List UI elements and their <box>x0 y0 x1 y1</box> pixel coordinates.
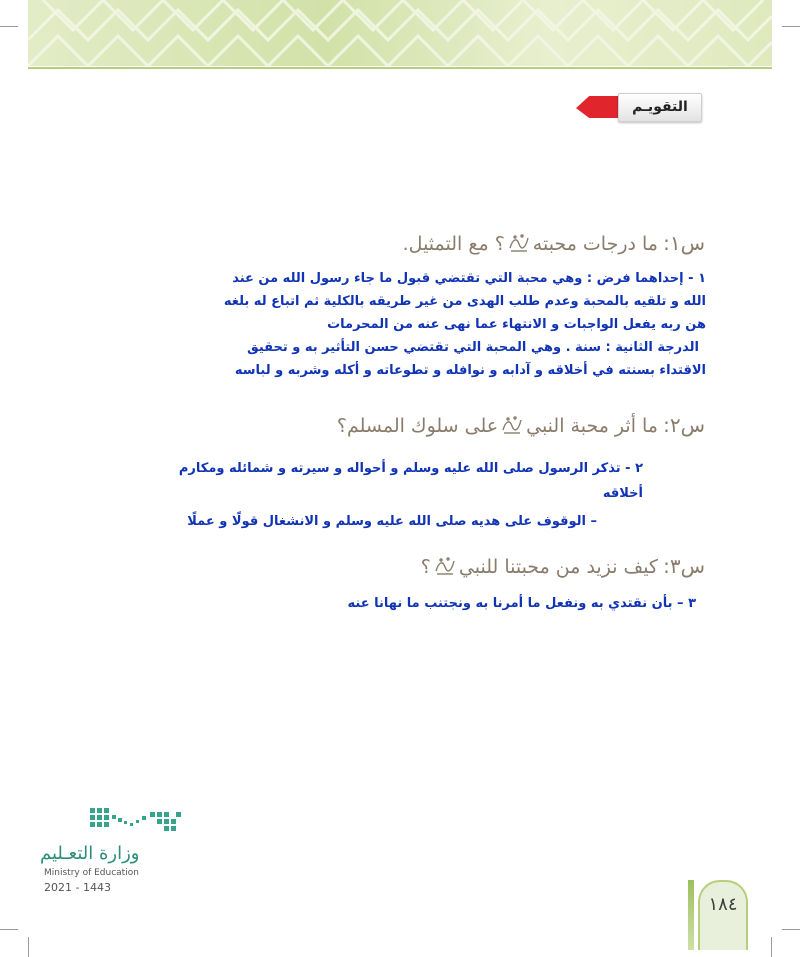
crop-mark <box>28 937 29 957</box>
answer-2-line-3: – الوقوف على هديه صلى الله عليه وسلم و الانشغال قولًا و عملًا <box>187 514 597 529</box>
ministry-logo <box>40 806 190 916</box>
crop-mark <box>771 937 772 957</box>
question-3-number: س٣: <box>663 554 705 578</box>
pbuh-calligraphy-icon <box>507 232 531 254</box>
academic-years: 2021 - 1443 <box>44 881 111 894</box>
answer-2-line-2: أخلاقه <box>602 486 643 501</box>
question-1-number: س١: <box>663 231 705 255</box>
answer-1-line-4: الدرجة الثانية : سنة . وهي المحبة التي تقتضي حسن التأثير به و تحقيق <box>247 340 699 355</box>
section-tab <box>576 93 702 122</box>
question-2-text-before: ما أثر محبة النبي <box>526 415 658 437</box>
question-3-text-before: كيف نزيد من محبتنا للنبي <box>458 556 658 578</box>
page-edge-strip <box>688 880 694 950</box>
pbuh-calligraphy-icon <box>500 414 524 436</box>
ministry-dots-emblem-icon <box>90 806 182 836</box>
answer-3-line-1: ٣ – بأن نقتدي به ونفعل ما أمرنا به ونجتنب ما نهانا عنه <box>347 596 696 611</box>
question-3-text-after: ؟ <box>420 556 431 578</box>
crop-mark <box>782 929 800 930</box>
answer-2-line-1: ٢ - تذكر الرسول صلى الله عليه وسلم و أحواله و سيرته و شمائله ومكارم <box>178 461 643 476</box>
ministry-name-arabic: وزارة التعـليم <box>40 843 140 864</box>
pbuh-calligraphy-icon <box>433 555 457 577</box>
question-2 <box>337 413 705 437</box>
answer-1-line-5: الاقتداء بسنته في أخلاقه و آدابه و نوافله و تطوعاته و أكله وشربه و لباسه <box>234 363 706 378</box>
page-number: ١٨٤ <box>708 894 738 915</box>
crop-mark <box>782 26 800 27</box>
banner-rule <box>28 67 772 69</box>
crop-mark <box>0 929 18 930</box>
answer-1-line-2: الله و تلقيه بالمحبة وعدم طلب الهدى من غير طريقه بالكلية ثم اتباع له بلغه <box>223 294 706 309</box>
page-number-tab-shape <box>698 880 748 950</box>
page-number-tab <box>698 880 748 950</box>
answer-1-line-3: هن ربه يفعل الواجبات و الانتهاء عما نهى عنه من المحرمات <box>327 317 706 332</box>
question-3 <box>421 554 705 578</box>
question-2-number: س٢: <box>663 413 705 437</box>
question-1 <box>403 231 705 255</box>
question-1-text-after: ؟ مع التمثيل. <box>402 233 505 255</box>
ministry-name-english: Ministry of Education <box>44 868 139 878</box>
section-title: التقويـم <box>618 93 702 122</box>
question-1-text-before: ما درجات محبته <box>532 233 658 255</box>
question-2-text-after: على سلوك المسلم؟ <box>336 415 499 437</box>
crop-mark <box>0 26 18 27</box>
decorative-header-banner <box>28 0 772 66</box>
answer-1-line-1: ١ - إحداهما فرض : وهي محبة التي تقتضي قبول ما جاء رسول الله من عند <box>232 271 706 286</box>
